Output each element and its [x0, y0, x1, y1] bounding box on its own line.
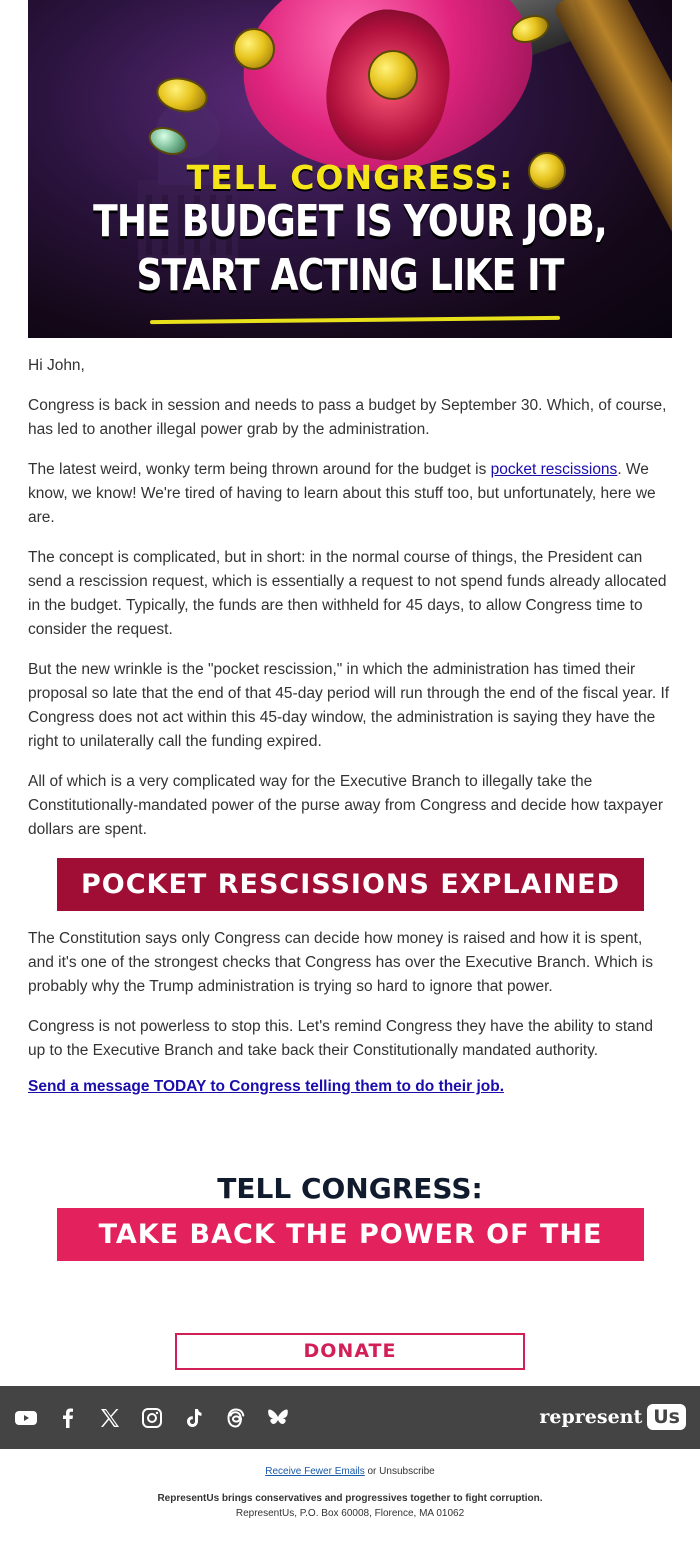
- footer-tagline: RepresentUs brings conservatives and progressives together to fight corruption.: [157, 1493, 543, 1504]
- footer-address: RepresentUs, P.O. Box 60008, Florence, MA 01062: [235, 1508, 465, 1519]
- coin-icon: [368, 50, 418, 100]
- paragraph-7: Congress is not powerless to stop this. Let's remind Congress they have the ability to stand up to the Executive Branch and take back their Constitutionally mandated authority.: [28, 1018, 654, 1059]
- x-icon[interactable]: [98, 1406, 122, 1430]
- hero-underline: [150, 316, 560, 324]
- logo-badge: Us: [647, 1404, 686, 1430]
- email-preferences: [0, 1466, 700, 1477]
- paragraph-2-text-a: The latest weird, wonky term being thrown around for the budget is: [28, 461, 491, 478]
- donate-button[interactable]: DONATE: [175, 1333, 525, 1370]
- footer-social-bar: [0, 1386, 700, 1449]
- receive-fewer-emails-link[interactable]: Receive Fewer Emails: [265, 1466, 365, 1477]
- pocket-rescissions-banner[interactable]: POCKET RESCISSIONS EXPLAINED: [57, 858, 644, 911]
- hero-headline-line2: THE BUDGET IS YOUR JOB,: [93, 196, 607, 247]
- tiktok-icon[interactable]: [182, 1406, 206, 1430]
- paragraph-5: All of which is a very complicated way for the Executive Branch to illegally take the Constitutionally-mandated power of the purse away from Congress and decide how taxpayer dollars are spent.: [28, 773, 663, 838]
- greeting: Hi John,: [28, 357, 85, 374]
- facebook-icon[interactable]: [56, 1406, 80, 1430]
- instagram-icon[interactable]: [140, 1406, 164, 1430]
- threads-icon[interactable]: [224, 1406, 248, 1430]
- logo-wordmark: represent: [539, 1406, 643, 1428]
- send-message-link[interactable]: Send a message TODAY to Congress telling them to do their job.: [28, 1078, 504, 1095]
- or-unsubscribe-text[interactable]: or Unsubscribe: [364, 1466, 435, 1477]
- paragraph-2-text-b: . We know, we know! We're tired of having to learn about this stuff too, but unfortunately, here we are.: [28, 461, 656, 526]
- coin-icon: [233, 28, 275, 70]
- hero-image[interactable]: [28, 0, 672, 338]
- tell-congress-heading[interactable]: TELL CONGRESS:: [217, 1172, 483, 1205]
- paragraph-3: The concept is complicated, but in short: in the normal course of things, the President can send a rescission request, which is essentially a request to not spend funds already allocated in the budget. Typically, the funds are then withheld for 45 days, to allow Congress time to consider the request.: [28, 549, 667, 638]
- paragraph-2: [28, 458, 672, 530]
- paragraph-4: But the new wrinkle is the "pocket rescission," in which the administration has timed their proposal so late that the end of that 45-day period will run through the end of the fiscal year. If Congress does not act within this 45-day window, the administration is saying they have the right to unilaterally call the funding expired.: [28, 661, 670, 750]
- pocket-rescissions-link[interactable]: pocket rescissions: [490, 461, 618, 478]
- hero-headline-line3: START ACTING LIKE IT: [136, 250, 564, 301]
- paragraph-6: The Constitution says only Congress can decide how money is raised and how it is spent, and it's one of the strongest checks that Congress has over the Executive Branch. Which is probably why the Trump administration is trying so hard to ignore that power.: [28, 930, 654, 995]
- bluesky-icon[interactable]: [266, 1406, 290, 1430]
- youtube-icon[interactable]: [14, 1406, 38, 1430]
- take-back-power-banner[interactable]: TAKE BACK THE POWER OF THE PURSE: [57, 1208, 644, 1261]
- hero-headline-tell: TELL CONGRESS:: [186, 158, 514, 197]
- representus-logo[interactable]: [539, 1400, 686, 1434]
- paragraph-1: Congress is back in session and needs to pass a budget by September 30. Which, of course, has led to another illegal power grab by the administration.: [28, 397, 667, 438]
